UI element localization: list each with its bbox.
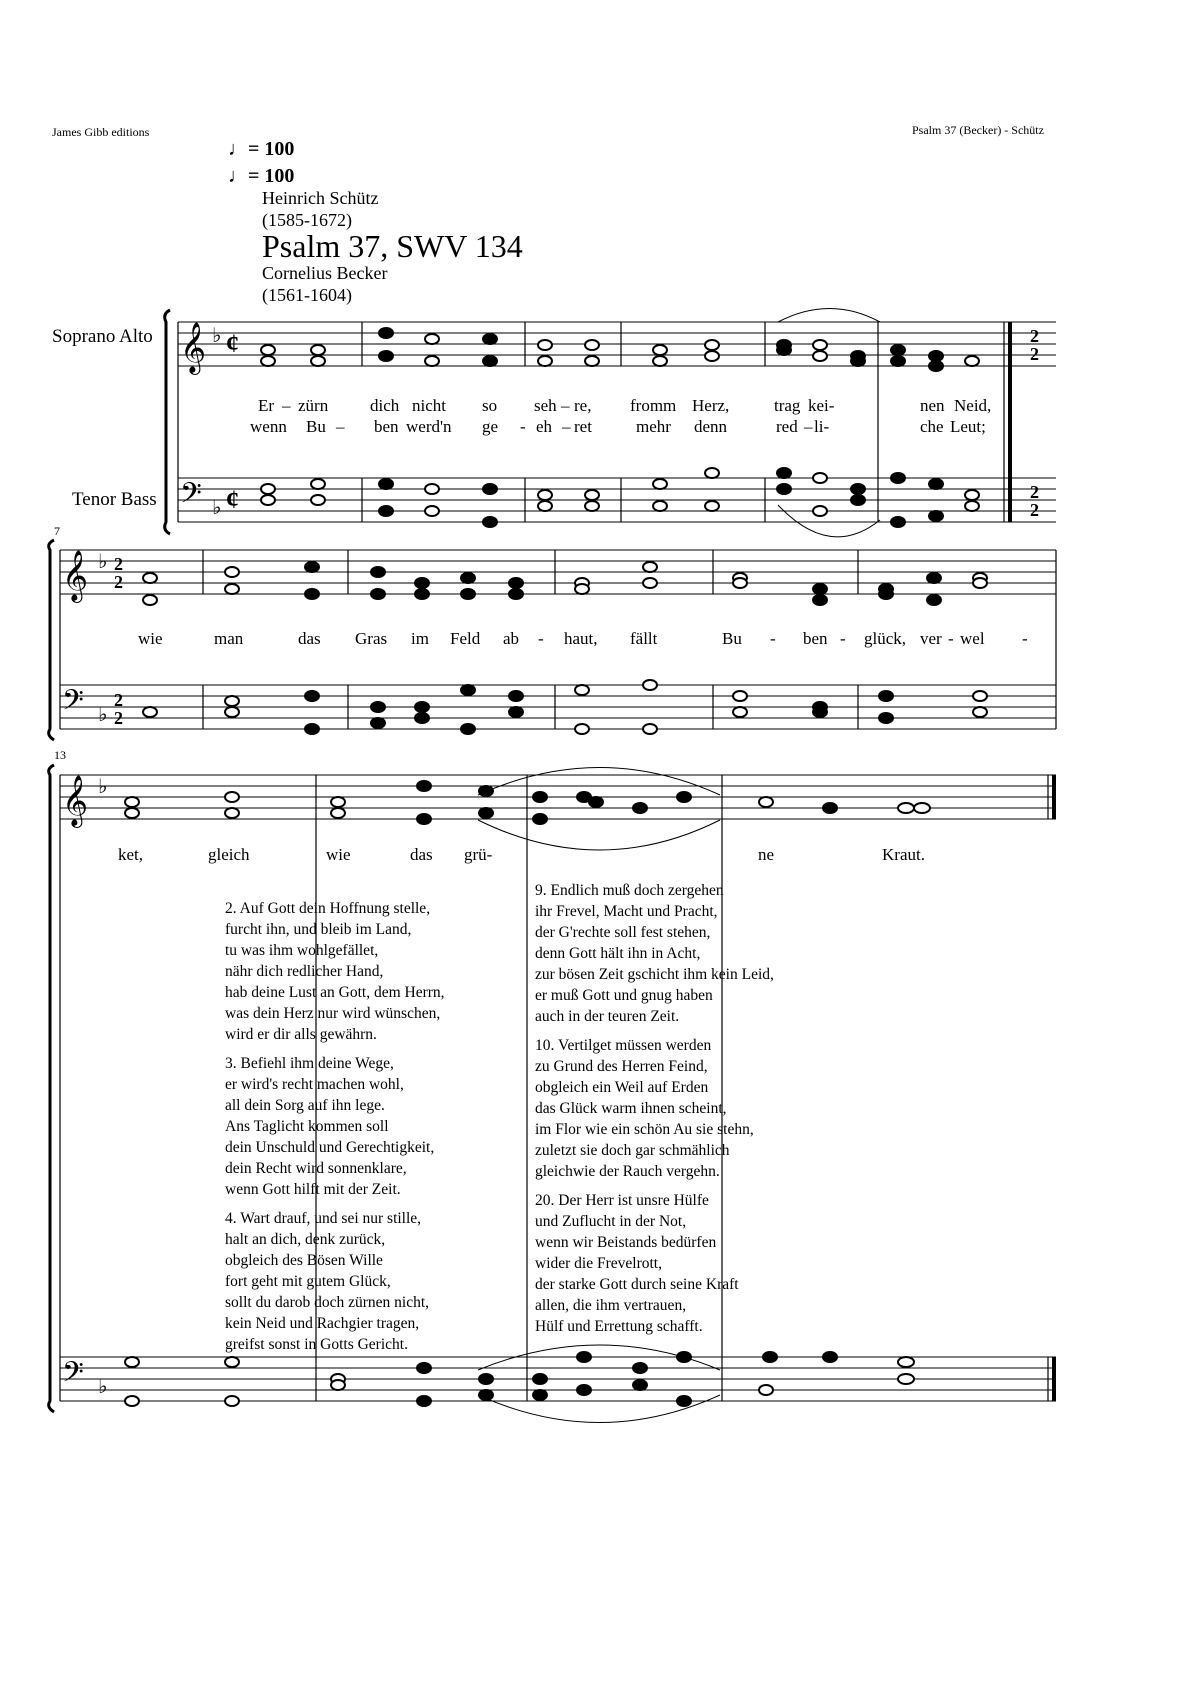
lyric-syllable: – [561,396,570,415]
svg-text:♭: ♭ [212,323,222,347]
lyric-syllable: – [804,417,813,436]
staff-bass-system1 [178,478,1056,522]
verse-block: 20. Der Herr ist unsre Hülfe und Zuflucht in der Not, wenn wir Beistands bedürfen wider die Frevelrott, der starke Gott durch seine Kraft allen, die ihm vertrauen, Hülf und Errettung schafft. [535,1192,739,1335]
svg-text:𝄞: 𝄞 [62,775,89,826]
lyric-syllable: ne [758,845,775,864]
lyric-syllable: - [1022,629,1028,648]
verse-block: 3. Befiehl ihm deine Wege, er wird's recht machen wohl, all dein Sorg auf ihn lege. Ans Taglicht kommen soll dein Unschuld und Gerechtigkeit, dein Recht wird sonnenklare, wenn Gott hilft mit der Zeit. [225,1055,435,1198]
lyric-syllable: nen [920,396,945,415]
svg-text:2: 2 [114,554,123,574]
lyric-syllable: - [520,417,526,436]
tempo-marking: ♩= 100 [228,165,295,187]
verse-block: 9. Endlich muß doch zergehen ihr Frevel, Macht und Pracht, der G'rechte soll fest stehen, denn Gott hält ihn in Acht, zur bösen Zeit gschicht ihm kein Leid, er muß Gott und gnug haben auch in der teuren Zeit. [535,882,774,1025]
lyric-syllable: – [282,396,291,415]
lyric-syllable: Bu [722,629,742,648]
staff-treble-system1 [178,322,1056,366]
lyric-syllable: Herz, [692,396,730,415]
composer-name: Heinrich Schütz [262,188,379,208]
lyric-syllable: ab [503,629,520,648]
svg-text:2: 2 [1030,482,1039,502]
lyric-syllable: trag [774,396,801,415]
svg-text:2: 2 [1030,326,1039,346]
svg-text:♭: ♭ [98,702,108,726]
lyric-syllable: che [920,417,944,436]
quarter-note-icon: ♩ [228,138,248,160]
lyric-syllable: Kraut. [882,845,925,864]
svg-text:2: 2 [114,572,123,592]
lyric-syllable: - [948,629,954,648]
lyric-syllable: red [776,417,798,436]
lyric-syllable: Neid, [954,396,992,415]
svg-text:𝄢: 𝄢 [62,1356,84,1396]
lyric-syllable: re, [574,396,592,415]
lyric-syllable: zürn [298,396,329,415]
lyric-syllable: grü- [464,845,493,864]
lyric-syllable: das [298,629,321,648]
svg-text:𝄢: 𝄢 [62,684,84,724]
svg-text:♭: ♭ [98,774,108,798]
lyric-syllable: nicht [412,396,446,415]
page-title: Psalm 37, SWV 134 [262,228,523,264]
svg-text:𝄢: 𝄢 [180,477,202,517]
lyric-syllable: mehr [636,417,671,436]
lyric-syllable: ben [374,417,399,436]
lyric-syllable: im [411,629,429,648]
lyric-syllable: gleich [208,845,250,864]
lyric-syllable: ver [920,629,942,648]
lyric-syllable: Feld [450,629,481,648]
header-right: Psalm 37 (Becker) - Schütz [912,123,1044,137]
lyric-syllable: wenn [250,417,287,436]
poet-name: Cornelius Becker [262,263,388,283]
quarter-note-icon: ♩ [228,165,248,187]
lyric-syllable: - [770,629,776,648]
instrument-label-lower: Tenor Bass [72,489,157,510]
svg-text:2: 2 [1030,344,1039,364]
lyric-syllable: glück, [864,629,907,648]
svg-text:2: 2 [1030,500,1039,520]
lyric-syllable: ge [482,417,499,436]
lyric-syllable: dich [370,396,400,415]
lyric-syllable: wie [326,845,351,864]
staff-bass-system2 [60,685,1056,729]
lyric-syllable: – [562,417,571,436]
lyric-syllable: Gras [355,629,388,648]
lyric-syllable: - [840,629,846,648]
tempo-marking: ♩= 100 [228,138,295,160]
lyric-syllable: Er [258,396,275,415]
lyric-syllable: – [336,417,345,436]
lyric-syllable: fällt [630,629,658,648]
composer-dates: (1585-1672) [262,210,352,230]
lyric-syllable: so [482,396,498,415]
lyric-syllable: eh [536,417,553,436]
staff-treble-system2 [60,550,1056,594]
lyric-syllable: kei- [808,396,835,415]
lyric-syllable: werd'n [406,417,452,436]
svg-text:𝄞: 𝄞 [62,550,89,601]
svg-text:2: 2 [114,708,123,728]
svg-text:¢: ¢ [226,485,239,514]
verse-block: 4. Wart drauf, und sei nur stille, halt an dich, denk zurück, obgleich des Bösen Wille fort geht mit gutem Glück, sollt du darob doch zürnen nicht, kein Neid und Rachgier tragen, greifst sonst in Gotts Gericht. [225,1210,430,1353]
lyric-syllable: haut, [564,629,598,648]
lyric-syllable: seh [534,396,557,415]
lyric-syllable: Bu [306,417,326,436]
lyric-syllable: fromm [630,396,677,415]
lyric-syllable: denn [694,417,728,436]
lyric-syllable: wel [960,629,985,648]
header-left: James Gibb editions [52,125,150,139]
lyric-syllable: - [538,629,544,648]
lyric-syllable: ben [803,629,828,648]
lyric-syllable: man [214,629,244,648]
instrument-label-upper: Soprano Alto [52,326,153,347]
lyric-syllable: ret [574,417,592,436]
lyric-syllable: Leut; [950,417,986,436]
lyric-syllable: li- [814,417,830,436]
verse-block: 10. Vertilget müssen werden zu Grund des Herren Feind, obgleich ein Weil auf Erden das Glück warm ihnen scheint, im Flor wie ein schön Au sie stehn, zuletzt sie doch gar schmählich gleichwie der Rauch vergehn. [535,1037,754,1180]
verse-block: 2. Auf Gott dein Hoffnung stelle, furcht ihn, und bleib im Land, tu was ihm wohlgefället, nähr dich redlicher Hand, hab deine Lust an Gott, dem Herrn, was dein Herz nur wird wünschen, wird er dir alls gewährn. [225,900,445,1043]
svg-text:♭: ♭ [98,1374,108,1398]
measure-number: 7 [54,524,60,538]
svg-text:𝄞: 𝄞 [180,322,207,373]
lyric-syllable: das [410,845,433,864]
svg-text:♭: ♭ [212,495,222,519]
lyric-syllable: wie [138,629,163,648]
lyric-syllable: ket, [118,845,144,864]
poet-dates: (1561-1604) [262,285,352,305]
svg-text:¢: ¢ [226,329,239,358]
svg-text:♭: ♭ [98,549,108,573]
measure-number: 13 [54,748,66,762]
svg-text:2: 2 [114,690,123,710]
